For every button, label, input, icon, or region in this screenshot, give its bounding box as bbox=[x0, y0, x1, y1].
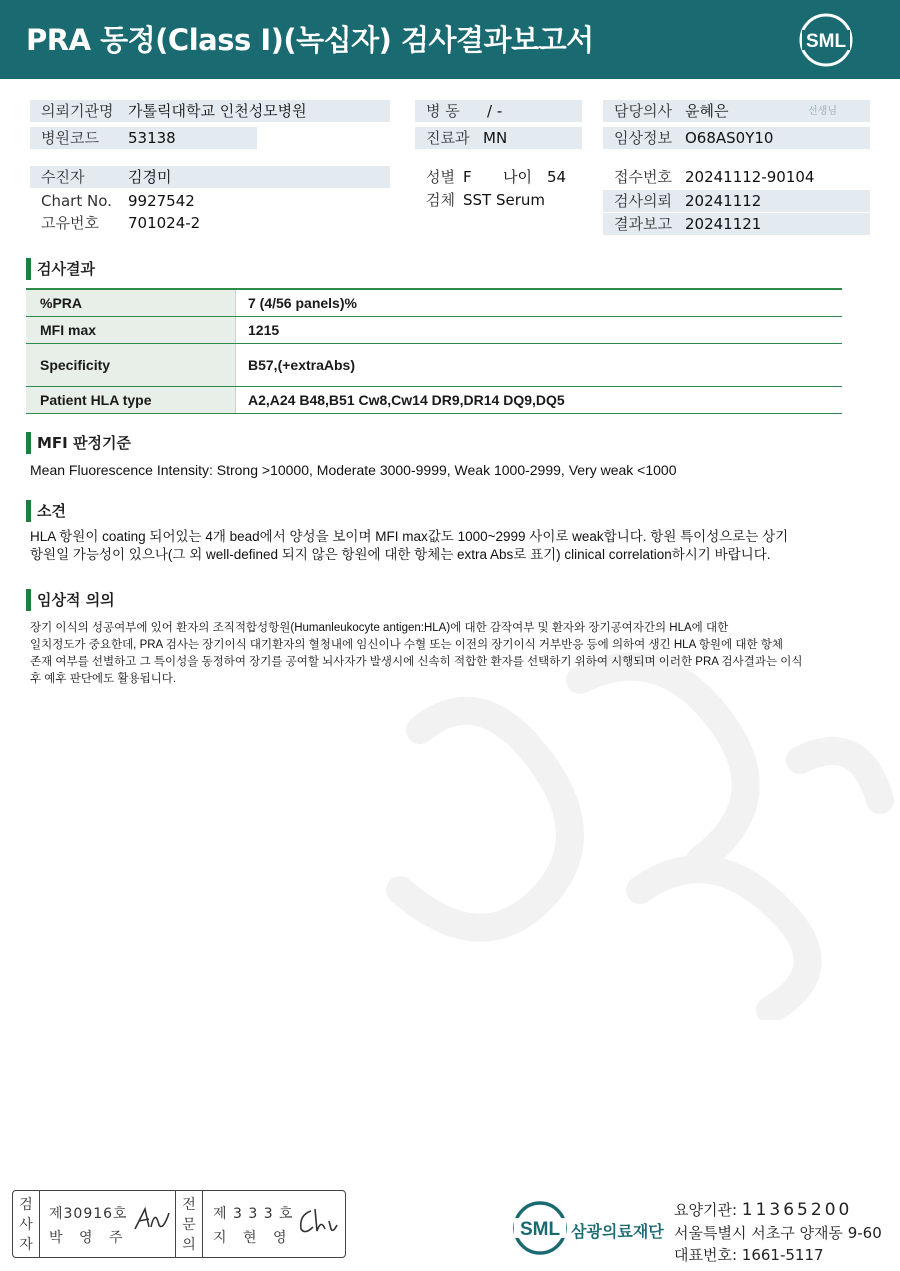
opinion-text bbox=[30, 528, 788, 564]
clinical-info-field bbox=[603, 127, 870, 149]
unique-no-label: 고유번호 bbox=[41, 214, 99, 232]
clinical-section-title: 임상적 의의 bbox=[26, 589, 115, 611]
result-label: Patient HLA type bbox=[26, 387, 236, 413]
request-date-value: 20241112 bbox=[685, 192, 762, 210]
doctor-label: 담당의사 bbox=[614, 102, 672, 120]
doctor-field bbox=[603, 100, 870, 122]
report-title: PRA 동정(Class I)(녹십자) 검사결과보고서 bbox=[26, 23, 594, 57]
specimen-value: SST Serum bbox=[463, 191, 546, 209]
sex-label: 성별 bbox=[426, 168, 455, 186]
specialist-signature-icon bbox=[295, 1205, 339, 1237]
patient-label: 수진자 bbox=[41, 168, 85, 186]
footer-logo-text: SML bbox=[519, 1219, 561, 1240]
result-value: 1215 bbox=[248, 322, 280, 338]
footer-address: 서울특별시 서초구 양재동 9-60 bbox=[674, 1224, 882, 1242]
patient-value: 김경미 bbox=[128, 168, 172, 186]
result-label: %PRA bbox=[26, 290, 236, 316]
specimen-label: 검체 bbox=[426, 191, 455, 209]
institution-code-line bbox=[674, 1199, 852, 1220]
age-value: 54 bbox=[547, 168, 567, 186]
clinical-line: 장기 이식의 성공여부에 있어 환자의 조직적합성항원(Humanleukocyte antigen:HLA)에 대한 감작여부 및 환자와 장기공여자간의 HLA에 대한 bbox=[30, 622, 729, 634]
sml-logo-icon bbox=[798, 12, 854, 68]
sex-age-field bbox=[415, 166, 585, 188]
patient-field bbox=[30, 166, 390, 188]
report-date-label: 결과보고 bbox=[614, 215, 672, 233]
table-row bbox=[26, 387, 842, 414]
clinical-info-value: O68AS0Y10 bbox=[685, 129, 774, 147]
clinical-line: 존재 여부를 선별하고 그 특이성을 동정하여 장기를 공여할 뇌사자가 발생시에 신속히 적합한 환자를 선택하기 위하여 시행되며 이러한 PRA 검사결과는 이식 bbox=[30, 656, 803, 668]
clinical-info-label: 임상정보 bbox=[614, 129, 672, 147]
tester-label: 검 사 자 bbox=[19, 1197, 33, 1253]
ward-field bbox=[415, 100, 582, 122]
footer-org-name: 삼광의료재단 bbox=[571, 1222, 664, 1241]
chart-no-label: Chart No. bbox=[41, 192, 112, 210]
sex-value: F bbox=[463, 168, 472, 186]
report-date-field bbox=[603, 213, 870, 235]
specialist-label: 전 문 의 bbox=[182, 1197, 196, 1253]
clinical-line: 후 예후 판단에도 활용됩니다. bbox=[30, 673, 177, 685]
clinical-line: 일치정도가 중요한데, PRA 검사는 장기이식 대기환자의 혈청내에 임신이나 수혈 또는 이전의 장기이식 거부반응 등에 의하여 생긴 HLA 항원에 대한 항체 bbox=[30, 639, 783, 651]
result-label: MFI max bbox=[26, 317, 236, 343]
specimen-field bbox=[415, 189, 585, 211]
table-row bbox=[26, 317, 842, 344]
signature-stamp bbox=[12, 1190, 346, 1258]
institution-value: 가톨릭대학교 인천성모병원 bbox=[128, 102, 307, 120]
chart-no-field bbox=[30, 190, 390, 212]
report-header bbox=[0, 0, 900, 79]
department-value: MN bbox=[483, 129, 508, 147]
receipt-no-value: 20241112-90104 bbox=[685, 168, 815, 186]
receipt-no-field bbox=[603, 166, 870, 188]
watermark-icon bbox=[340, 640, 900, 1020]
mfi-text: Mean Fluorescence Intensity: Strong >10000, Moderate 3000-9999, Weak 1000-2999, Very weak <1000 bbox=[30, 462, 677, 478]
table-row bbox=[26, 290, 842, 317]
phone-label: 대표번호: bbox=[674, 1246, 738, 1264]
table-row bbox=[26, 344, 842, 387]
doctor-value: 윤혜은 bbox=[685, 102, 729, 120]
doctor-note: 선생님 bbox=[808, 106, 837, 117]
results-table bbox=[26, 288, 842, 414]
request-date-field bbox=[603, 190, 870, 212]
tester-name: 박 영 주 bbox=[49, 1230, 129, 1246]
opinion-section-title: 소견 bbox=[26, 500, 66, 522]
result-value: 7 (4/56 panels)% bbox=[248, 295, 357, 311]
unique-no-value: 701024-2 bbox=[128, 214, 201, 232]
sml-footer-logo-icon bbox=[512, 1200, 568, 1256]
specialist-name: 지 현 영 bbox=[213, 1230, 293, 1246]
result-value: A2,A24 B48,B51 Cw8,Cw14 DR9,DR14 DQ9,DQ5 bbox=[248, 392, 565, 408]
clinical-text bbox=[30, 620, 802, 688]
department-field bbox=[415, 127, 582, 149]
specialist-license: 제 3 3 3 호 bbox=[213, 1206, 294, 1222]
institution-field bbox=[30, 100, 390, 122]
chart-no-value: 9927542 bbox=[128, 192, 195, 210]
tester-signature-icon bbox=[131, 1205, 173, 1235]
tester-license: 제30916호 bbox=[49, 1206, 128, 1222]
phone-value: 1661-5117 bbox=[741, 1246, 824, 1264]
result-label: Specificity bbox=[26, 344, 236, 386]
results-section-title: 검사결과 bbox=[26, 258, 95, 280]
sml-logo-text: SML bbox=[805, 31, 847, 52]
institution-code-label: 요양기관: bbox=[674, 1201, 738, 1219]
phone-line bbox=[674, 1244, 824, 1265]
request-date-label: 검사의뢰 bbox=[614, 192, 672, 210]
hospital-code-field bbox=[30, 127, 257, 149]
department-label: 진료과 bbox=[426, 129, 470, 147]
ward-value: / - bbox=[487, 102, 503, 120]
hospital-code-value: 53138 bbox=[128, 129, 176, 147]
result-value: B57,(+extraAbs) bbox=[248, 357, 355, 373]
age-label: 나이 bbox=[503, 168, 532, 186]
report-date-value: 20241121 bbox=[685, 215, 762, 233]
institution-label: 의뢰기관명 bbox=[41, 102, 114, 120]
opinion-line: 항원일 가능성이 있으나(그 외 well-defined 되지 않은 항원에 대한 항체는 extra Abs로 표기) clinical correlation하시기 바랍니다. bbox=[30, 547, 771, 562]
hospital-code-label: 병원코드 bbox=[41, 129, 99, 147]
receipt-no-label: 접수번호 bbox=[614, 168, 672, 186]
ward-label: 병 동 bbox=[426, 102, 460, 120]
opinion-line: HLA 항원이 coating 되어있는 4개 bead에서 양성을 보이며 MFI max값도 1000~2999 사이로 weak합니다. 항원 특이성으로는 상기 bbox=[30, 529, 789, 544]
mfi-section-title: MFI 판정기준 bbox=[26, 432, 131, 454]
institution-code-value: 11365200 bbox=[741, 1200, 853, 1220]
unique-no-field bbox=[30, 212, 390, 234]
